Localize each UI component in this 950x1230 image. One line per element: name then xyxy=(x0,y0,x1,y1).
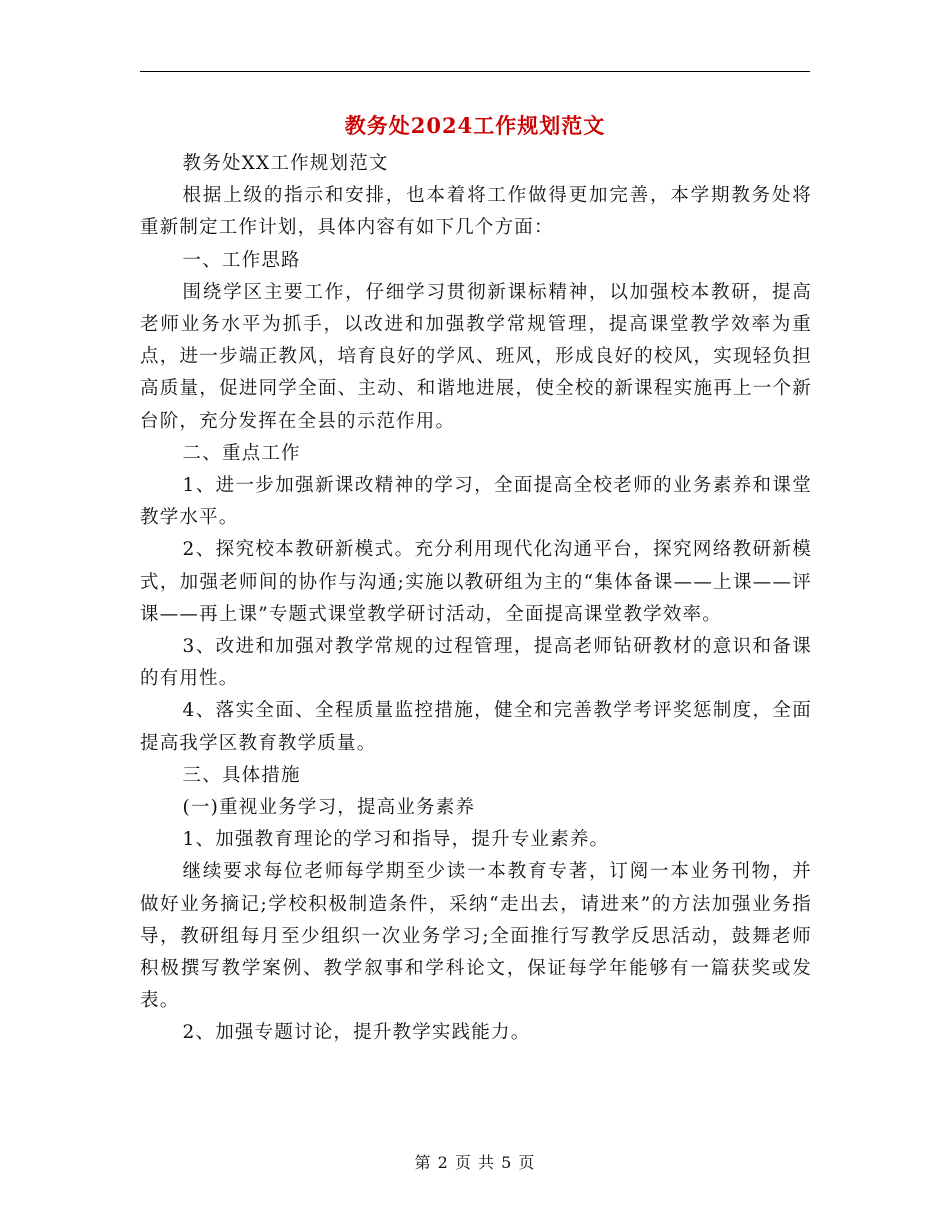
page-footer xyxy=(0,1151,950,1175)
paragraph-key-work-1: 1、进一步加强新课改精神的学习，全面提高全校老师的业务素养和课堂教学水平。 xyxy=(140,475,812,529)
page-number: 第 2 页 共 5 页 xyxy=(414,1153,536,1172)
document-title: 教务处2024工作规划范文 xyxy=(344,113,606,138)
heading-work-ideas: 一、工作思路 xyxy=(182,249,301,271)
paragraph-measure-2: 2、加强专题讨论，提升教学实践能力。 xyxy=(182,1022,531,1044)
paragraph-intro: 根据上级的指示和安排，也本着将工作做得更加完善，本学期教务处将重新制定工作计划，具体内容有如下几个方面： xyxy=(140,185,812,239)
paragraph-key-work-2: 2、探究校本教研新模式。充分利用现代化沟通平台，探究网络教研新模式，加强老师间的协作与沟通;实施以教研组为主的“集体备课——上课——评课——再上课”专题式课堂教学研讨活动，全面提高课堂教学效率。 xyxy=(140,539,812,625)
paragraph-subtitle: 教务处XX工作规划范文 xyxy=(182,153,389,174)
paragraph-measure-1-detail: 继续要求每位老师每学期至少读一本教育专著，订阅一本业务刊物，并做好业务摘记;学校积极制造条件，采纳“走出去，请进来”的方法加强业务指导，教研组每月至少组织一次业务学习;全面推行写教学反思活动，鼓舞老师积极撰写教学案例、教学叙事和学科论文，保证每学年能够有一篇获奖或发表。 xyxy=(140,861,812,1012)
paragraph-measure-1: 1、加强教育理论的学习和指导，提升专业素养。 xyxy=(182,829,610,851)
heading-measures: 三、具体措施 xyxy=(182,764,301,786)
document-body xyxy=(140,148,812,1050)
header-rule xyxy=(140,71,810,72)
paragraph-work-ideas: 围绕学区主要工作，仔细学习贯彻新课标精神，以加强校本教研，提高老师业务水平为抓手，以改进和加强教学常规管理，提高课堂教学效率为重点，进一步端正教风，培育良好的学风、班风，形成良好的校风，实现轻负担高质量，促进同学全面、主动、和谐地进展，使全校的新课程实施再上一个新台阶，充分发挥在全县的示范作用。 xyxy=(140,281,812,432)
paragraph-key-work-3: 3、改进和加强对教学常规的过程管理，提高老师钻研教材的意识和备课的有用性。 xyxy=(140,636,812,690)
heading-key-work: 二、重点工作 xyxy=(182,442,301,464)
paragraph-key-work-4: 4、落实全面、全程质量监控措施，健全和完善教学考评奖惩制度，全面提高我学区教育教学质量。 xyxy=(140,700,812,754)
subheading-study: (一)重视业务学习，提高业务素养 xyxy=(182,797,476,819)
